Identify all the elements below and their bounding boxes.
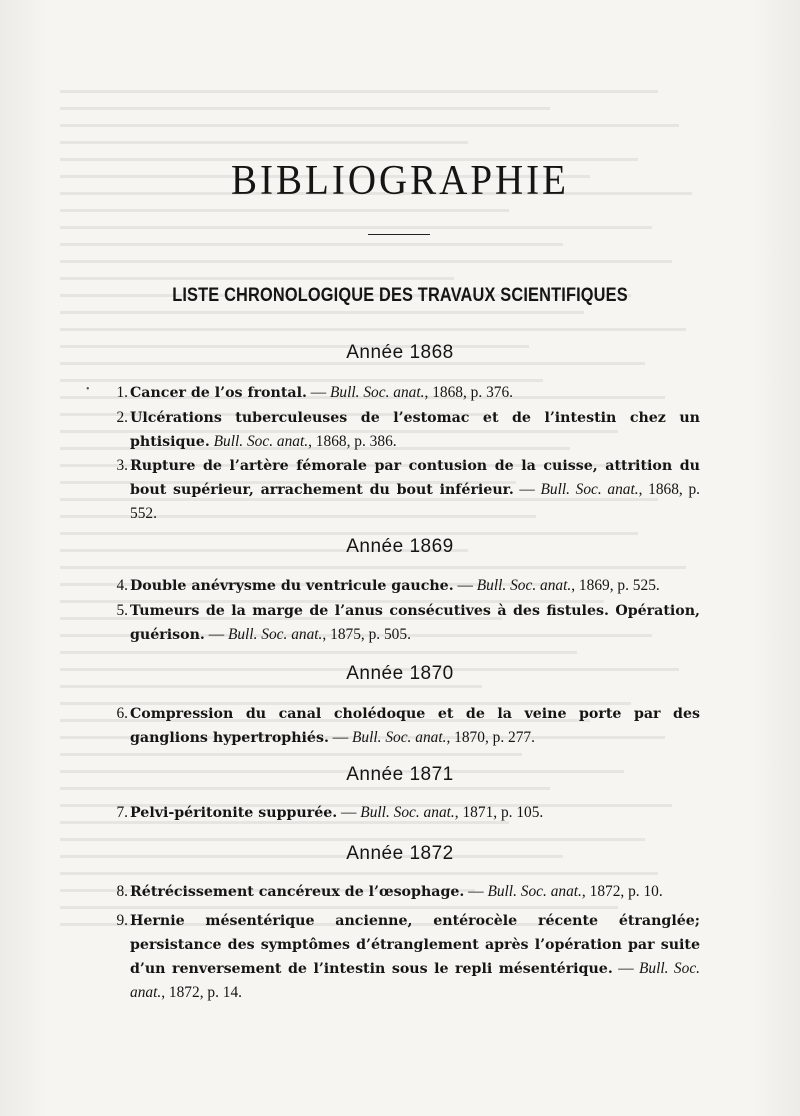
bibliography-entry [116, 909, 701, 1004]
year-heading: Année 1870 [346, 663, 454, 684]
entry-title: Compression du canal cholédoque et de la veine porte par des ganglions hypertrophiés. [130, 706, 700, 746]
bibliography-entry [116, 381, 700, 405]
bibliography-entry [116, 702, 700, 750]
entry-title: Cancer de l’os frontal. [130, 385, 307, 401]
entry-details: , 1868, p. 386. [308, 433, 397, 450]
entry-journal: Bull. Soc. anat. [130, 960, 701, 1001]
entry-journal: Bull. Soc. anat. [540, 481, 639, 498]
entry-details: , 1871, p. 105. [454, 804, 544, 821]
entry-separator: — [306, 384, 331, 401]
entry-number: 2. [116, 409, 128, 426]
bibliography-entry [116, 406, 700, 454]
entry-journal: Bull. Soc. anat. [227, 626, 323, 643]
entry-journal: Bull. Soc. anat. [330, 384, 425, 401]
entry-title: Rétrécissement cancéreux de l’œsophage. [130, 884, 465, 900]
entry-separator: — [328, 729, 352, 746]
entry-details: , 1868, p. 376. [424, 384, 513, 401]
entry-separator: — [453, 577, 477, 594]
entry-journal: Bull. Soc. anat. [360, 804, 455, 821]
bibliography-entry [116, 599, 700, 647]
entry-number: 3. [116, 457, 128, 474]
bibliography-entry [116, 454, 700, 525]
entry-journal: Bull. Soc. anat. [476, 577, 572, 594]
entry-number: 6. [116, 705, 128, 722]
entry-number: 7. [116, 804, 128, 821]
entry-number: 5. [116, 602, 128, 619]
entry-number: 8. [116, 883, 128, 900]
entry-details: , 1875, p. 505. [322, 626, 411, 643]
entry-details: , 1870, p. 277. [446, 729, 535, 746]
entry-details: , 1872, p. 14. [161, 984, 243, 1001]
entry-number: 4. [116, 577, 128, 594]
entry-title: Rupture de l’artère fémorale par contusion de la cuisse, attrition du bout supérieur, arrachement du bout inférieur. [130, 458, 700, 498]
entry-details: , 1868, p. 552. [130, 481, 700, 522]
entry-separator: — [464, 883, 488, 900]
margin-mark: • [86, 384, 90, 395]
entry-details: , 1869, p. 525. [571, 577, 660, 594]
entry-journal: Bull. Soc. anat. [213, 433, 309, 450]
entry-title: Ulcérations tuberculeuses de l’estomac et de l’intestin chez un phtisique. [130, 410, 700, 450]
year-heading: Année 1871 [346, 764, 454, 785]
bibliography-entry [116, 574, 700, 598]
page-subtitle: LISTE CHRONOLOGIQUE DES TRAVAUX SCIENTIFIQUES [172, 285, 628, 306]
entry-journal: Bull. Soc. anat. [487, 883, 582, 900]
entry-number: 1. [116, 384, 128, 401]
entry-separator: — [337, 804, 361, 821]
entry-details: , 1872, p. 10. [581, 883, 663, 900]
year-heading: Année 1872 [346, 843, 454, 864]
bibliography-entry [116, 801, 700, 825]
entry-title: Double anévrysme du ventricule gauche. [130, 578, 454, 594]
entry-separator: — [513, 481, 541, 498]
year-heading: Année 1869 [346, 536, 454, 557]
page-title: BIBLIOGRAPHIE [231, 157, 569, 204]
entry-title: Tumeurs de la marge de l’anus consécutives à des fistules. Opération, guérison. [130, 603, 700, 643]
entry-title: Pelvi-péritonite suppurée. [130, 805, 338, 821]
entry-journal: Bull. Soc. anat. [351, 729, 447, 746]
entry-separator: — [204, 626, 228, 643]
year-heading: Année 1868 [346, 342, 454, 363]
entry-title: Hernie mésentérique ancienne, entérocèle récente étranglée; persistance des symptômes d’étranglement après l’opération par suite d’un renversement de l’intestin sous le repli mésentérique. [130, 913, 700, 977]
bibliography-entry [116, 880, 700, 904]
entry-number: 9. [116, 912, 128, 929]
title-underline [368, 234, 430, 235]
entry-separator: — [612, 960, 640, 977]
